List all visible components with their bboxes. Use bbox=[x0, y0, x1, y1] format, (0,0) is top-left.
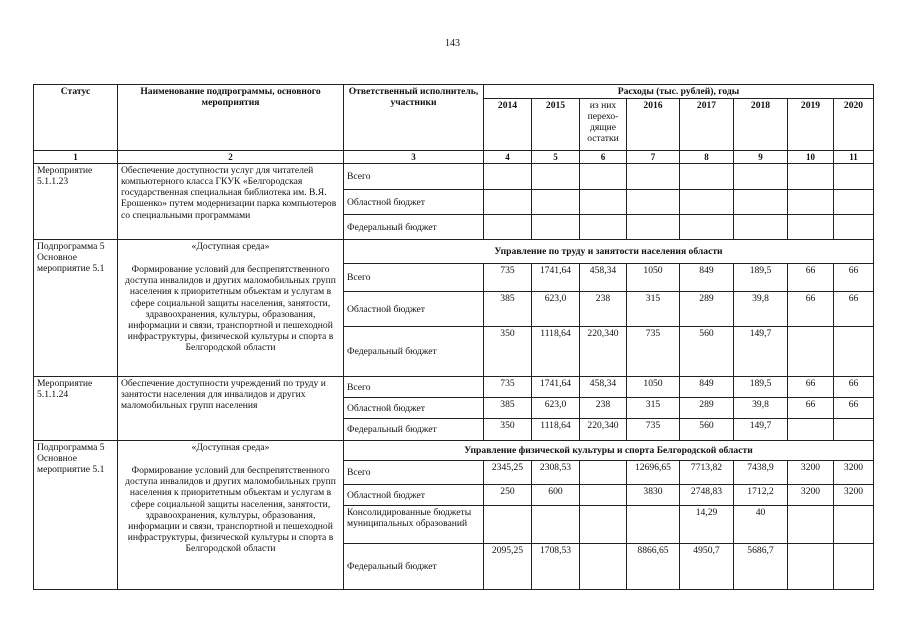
column-index: 2 bbox=[118, 151, 344, 164]
value-cell: 735 bbox=[484, 377, 532, 398]
value-cell: 66 bbox=[834, 398, 874, 419]
value-cell: 39,8 bbox=[734, 292, 788, 327]
program-title: «Доступная среда» bbox=[191, 442, 270, 454]
value-cell: 66 bbox=[788, 377, 834, 398]
header-responsible: Ответственный исполнитель, участники bbox=[344, 85, 484, 151]
funding-source: Федеральный бюджет bbox=[344, 544, 484, 590]
value-cell: 600 bbox=[532, 485, 580, 506]
funding-source: Всего bbox=[344, 264, 484, 292]
value-cell bbox=[834, 164, 874, 190]
header-year: 2020 bbox=[834, 99, 874, 151]
page-number: 143 bbox=[445, 38, 460, 49]
value-cell: 2345,25 bbox=[484, 461, 532, 485]
value-cell: 1741,64 bbox=[532, 377, 580, 398]
value-cell bbox=[734, 190, 788, 215]
header-name: Наименование подпрограммы, основного мероприятия bbox=[118, 85, 344, 151]
column-index: 3 bbox=[344, 151, 484, 164]
program-description: Формирование условий для беспрепятственного доступа инвалидов и других маломобильных групп населения к приоритетным объектам и услугам в сфере социальной защиты населения, занятости, здравоохранения, культуры, образования, информации и связи, транспортной и пешеходной инфраструктуры, физической культуры и спорта в Белгородской области bbox=[125, 264, 336, 353]
value-cell: 1708,53 bbox=[532, 544, 580, 590]
value-cell: 2308,53 bbox=[532, 461, 580, 485]
column-index: 7 bbox=[627, 151, 680, 164]
column-index: 1 bbox=[34, 151, 118, 164]
value-cell: 66 bbox=[788, 292, 834, 327]
value-cell: 220,340 bbox=[580, 327, 627, 377]
program-title: «Доступная среда» bbox=[191, 241, 270, 253]
program-description: Формирование условий для беспрепятственного доступа инвалидов и других маломобильных групп населения к приоритетным объектам и услугам в сфере социальной защиты населения, занятости, здравоохранения, культуры, образования, информации и связи, транспортной и пешеходной инфраструктуры, физической культуры и спорта в Белгородской области bbox=[125, 465, 336, 554]
value-cell: 2748,83 bbox=[680, 485, 734, 506]
header-year-carryover: из них перехо-дящие остатки bbox=[580, 99, 627, 151]
row-name: Обеспечение доступности услуг для читателей компьютерного класса ГКУК «Белгородская государственная специальная библиотека им. В.Я. Ерошенко» путем модернизации парка компьютеров со специальными программами bbox=[118, 164, 344, 240]
value-cell bbox=[627, 164, 680, 190]
value-cell bbox=[788, 419, 834, 441]
row-name bbox=[118, 240, 344, 377]
value-cell: 3200 bbox=[834, 485, 874, 506]
value-cell bbox=[580, 544, 627, 590]
value-cell bbox=[788, 164, 834, 190]
value-cell: 189,5 bbox=[734, 377, 788, 398]
value-cell bbox=[484, 190, 532, 215]
agency-title: Управление физической культуры и спорта Белгородской области bbox=[344, 441, 874, 461]
value-cell: 3200 bbox=[788, 461, 834, 485]
value-cell: 458,34 bbox=[580, 264, 627, 292]
value-cell: 385 bbox=[484, 292, 532, 327]
value-cell bbox=[532, 164, 580, 190]
value-cell: 315 bbox=[627, 398, 680, 419]
row-status: Подпрограмма 5 Основное мероприятие 5.1 bbox=[34, 240, 118, 377]
column-index: 4 bbox=[484, 151, 532, 164]
value-cell: 8866,65 bbox=[627, 544, 680, 590]
column-index: 5 bbox=[532, 151, 580, 164]
value-cell: 66 bbox=[788, 398, 834, 419]
value-cell: 1712,2 bbox=[734, 485, 788, 506]
value-cell: 289 bbox=[680, 292, 734, 327]
value-cell bbox=[834, 327, 874, 377]
funding-source: Федеральный бюджет bbox=[344, 327, 484, 377]
row-name: Обеспечение доступности учреждений по труду и занятости населения для инвалидов и других маломобильных групп населения bbox=[118, 377, 344, 441]
value-cell bbox=[580, 506, 627, 544]
value-cell bbox=[788, 506, 834, 544]
value-cell: 66 bbox=[834, 264, 874, 292]
value-cell: 849 bbox=[680, 264, 734, 292]
value-cell: 385 bbox=[484, 398, 532, 419]
value-cell bbox=[484, 506, 532, 544]
value-cell bbox=[580, 164, 627, 190]
expenses-table bbox=[33, 84, 874, 590]
value-cell: 289 bbox=[680, 398, 734, 419]
value-cell bbox=[580, 485, 627, 506]
value-cell bbox=[580, 190, 627, 215]
value-cell bbox=[788, 190, 834, 215]
column-index: 6 bbox=[580, 151, 627, 164]
value-cell: 7713,82 bbox=[680, 461, 734, 485]
header-year: 2018 bbox=[734, 99, 788, 151]
column-index: 8 bbox=[680, 151, 734, 164]
value-cell: 12696,65 bbox=[627, 461, 680, 485]
value-cell: 149,7 bbox=[734, 419, 788, 441]
header-year: 2014 bbox=[484, 99, 532, 151]
value-cell bbox=[834, 506, 874, 544]
value-cell: 220,340 bbox=[580, 419, 627, 441]
value-cell: 350 bbox=[484, 327, 532, 377]
value-cell bbox=[484, 215, 532, 240]
funding-source: Областной бюджет bbox=[344, 190, 484, 215]
value-cell bbox=[680, 164, 734, 190]
column-index: 9 bbox=[734, 151, 788, 164]
value-cell bbox=[484, 164, 532, 190]
value-cell: 458,34 bbox=[580, 377, 627, 398]
value-cell bbox=[834, 215, 874, 240]
value-cell bbox=[788, 327, 834, 377]
value-cell bbox=[834, 419, 874, 441]
value-cell bbox=[580, 215, 627, 240]
value-cell: 39,8 bbox=[734, 398, 788, 419]
value-cell bbox=[680, 190, 734, 215]
value-cell bbox=[680, 215, 734, 240]
value-cell: 40 bbox=[734, 506, 788, 544]
value-cell bbox=[627, 506, 680, 544]
funding-source: Федеральный бюджет bbox=[344, 419, 484, 441]
value-cell: 66 bbox=[834, 292, 874, 327]
value-cell bbox=[627, 190, 680, 215]
value-cell: 1050 bbox=[627, 264, 680, 292]
value-cell: 560 bbox=[680, 327, 734, 377]
value-cell bbox=[734, 164, 788, 190]
funding-source: Областной бюджет bbox=[344, 292, 484, 327]
value-cell: 149,7 bbox=[734, 327, 788, 377]
column-index: 11 bbox=[834, 151, 874, 164]
value-cell: 3200 bbox=[834, 461, 874, 485]
value-cell: 735 bbox=[627, 327, 680, 377]
header-status: Статус bbox=[34, 85, 118, 151]
row-status: Мероприятие 5.1.1.23 bbox=[34, 164, 118, 240]
row-status: Подпрограмма 5 Основное мероприятие 5.1 bbox=[34, 441, 118, 590]
value-cell bbox=[532, 506, 580, 544]
value-cell: 735 bbox=[484, 264, 532, 292]
header-year: 2017 bbox=[680, 99, 734, 151]
value-cell: 3200 bbox=[788, 485, 834, 506]
value-cell bbox=[788, 544, 834, 590]
header-year: 2015 bbox=[532, 99, 580, 151]
column-index: 10 bbox=[788, 151, 834, 164]
value-cell bbox=[532, 190, 580, 215]
value-cell: 849 bbox=[680, 377, 734, 398]
value-cell bbox=[834, 544, 874, 590]
value-cell: 350 bbox=[484, 419, 532, 441]
value-cell: 238 bbox=[580, 398, 627, 419]
value-cell bbox=[834, 190, 874, 215]
funding-source: Федеральный бюджет bbox=[344, 215, 484, 240]
value-cell: 66 bbox=[834, 377, 874, 398]
funding-source: Всего bbox=[344, 461, 484, 485]
value-cell: 623,0 bbox=[532, 292, 580, 327]
value-cell: 238 bbox=[580, 292, 627, 327]
value-cell bbox=[580, 461, 627, 485]
value-cell: 7438,9 bbox=[734, 461, 788, 485]
row-name bbox=[118, 441, 344, 590]
value-cell bbox=[788, 215, 834, 240]
funding-source: Всего bbox=[344, 377, 484, 398]
value-cell: 3830 bbox=[627, 485, 680, 506]
header-expenses: Расходы (тыс. рублей), годы bbox=[484, 85, 874, 99]
row-status: Мероприятие 5.1.1.24 bbox=[34, 377, 118, 441]
funding-source: Областной бюджет bbox=[344, 398, 484, 419]
value-cell: 14,29 bbox=[680, 506, 734, 544]
value-cell bbox=[627, 215, 680, 240]
value-cell: 2095,25 bbox=[484, 544, 532, 590]
value-cell: 1118,64 bbox=[532, 419, 580, 441]
agency-title: Управление по труду и занятости населения области bbox=[344, 240, 874, 264]
value-cell: 735 bbox=[627, 419, 680, 441]
value-cell: 1118,64 bbox=[532, 327, 580, 377]
value-cell: 560 bbox=[680, 419, 734, 441]
funding-source: Всего bbox=[344, 164, 484, 190]
value-cell: 623,0 bbox=[532, 398, 580, 419]
funding-source: Консолидированные бюджеты муниципальных образований bbox=[344, 506, 484, 544]
value-cell bbox=[734, 215, 788, 240]
header-year: 2019 bbox=[788, 99, 834, 151]
value-cell: 1050 bbox=[627, 377, 680, 398]
value-cell: 189,5 bbox=[734, 264, 788, 292]
value-cell: 315 bbox=[627, 292, 680, 327]
value-cell: 5686,7 bbox=[734, 544, 788, 590]
value-cell: 66 bbox=[788, 264, 834, 292]
value-cell bbox=[532, 215, 580, 240]
funding-source: Областной бюджет bbox=[344, 485, 484, 506]
value-cell: 250 bbox=[484, 485, 532, 506]
value-cell: 1741,64 bbox=[532, 264, 580, 292]
value-cell: 4950,7 bbox=[680, 544, 734, 590]
column-index-row bbox=[34, 151, 874, 164]
header-year: 2016 bbox=[627, 99, 680, 151]
